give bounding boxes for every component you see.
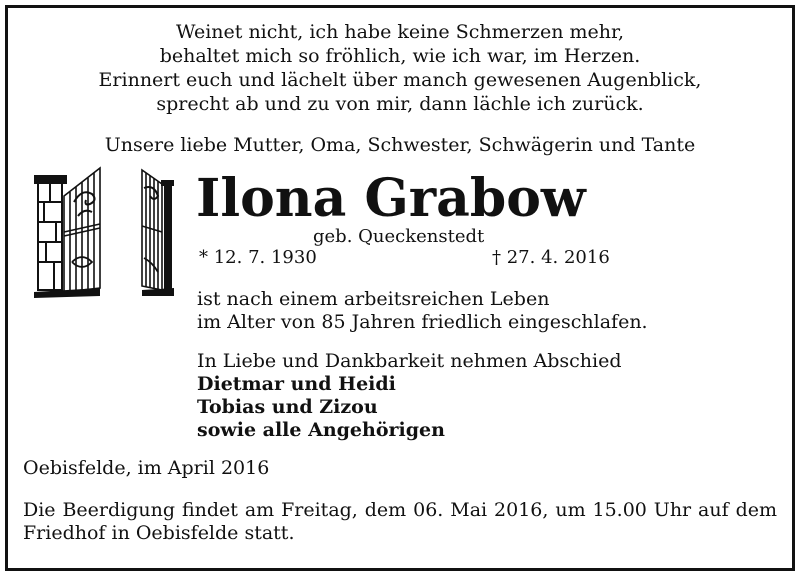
mourner-name: Dietmar und Heidi	[197, 373, 396, 395]
birth-date: * 12. 7. 1930	[199, 247, 317, 268]
poem-line: behaltet mich so fröhlich, wie ich war, im Herzen.	[159, 45, 641, 67]
place-and-date: Oebisfelde, im April 2016	[23, 457, 270, 479]
poem-line: Weinet nicht, ich habe keine Schmerzen mehr,	[175, 21, 625, 43]
mourner-name: sowie alle Angehörigen	[197, 419, 445, 441]
gate-leaf-left	[64, 168, 100, 292]
funeral-line: Die Beerdigung findet am Freitag, dem 06. Mai 2016, um 15.00 Uhr auf dem	[23, 499, 777, 521]
gate-pillar-left	[34, 176, 66, 290]
maiden-name: geb. Queckenstedt	[313, 226, 485, 247]
poem-line: Erinnert euch und lächelt über manch gewesenen Augenblick,	[98, 69, 702, 91]
relationship-intro: Unsere liebe Mutter, Oma, Schwester, Schwägerin und Tante	[104, 134, 696, 156]
farewell-intro: In Liebe und Dankbarkeit nehmen Abschied	[197, 350, 622, 372]
life-statement	[197, 288, 648, 334]
open-cemetery-gate-icon	[34, 162, 174, 302]
gate-pillar-right	[161, 180, 174, 292]
death-date: † 27. 4. 2016	[492, 247, 610, 268]
poem-line: sprecht ab und zu von mir, dann lächle ich zurück.	[156, 93, 644, 115]
memorial-poem	[0, 20, 800, 116]
funeral-line: Friedhof in Oebisfelde statt.	[23, 522, 295, 544]
life-line: im Alter von 85 Jahren friedlich eingeschlafen.	[197, 311, 648, 333]
life-line: ist nach einem arbeitsreichen Leben	[197, 288, 550, 310]
deceased-name: Ilona Grabow	[196, 168, 586, 229]
mourner-name: Tobias und Zizou	[197, 396, 378, 418]
farewell-block	[197, 350, 622, 442]
gate-leaf-right	[142, 170, 162, 290]
funeral-notice	[23, 499, 777, 545]
